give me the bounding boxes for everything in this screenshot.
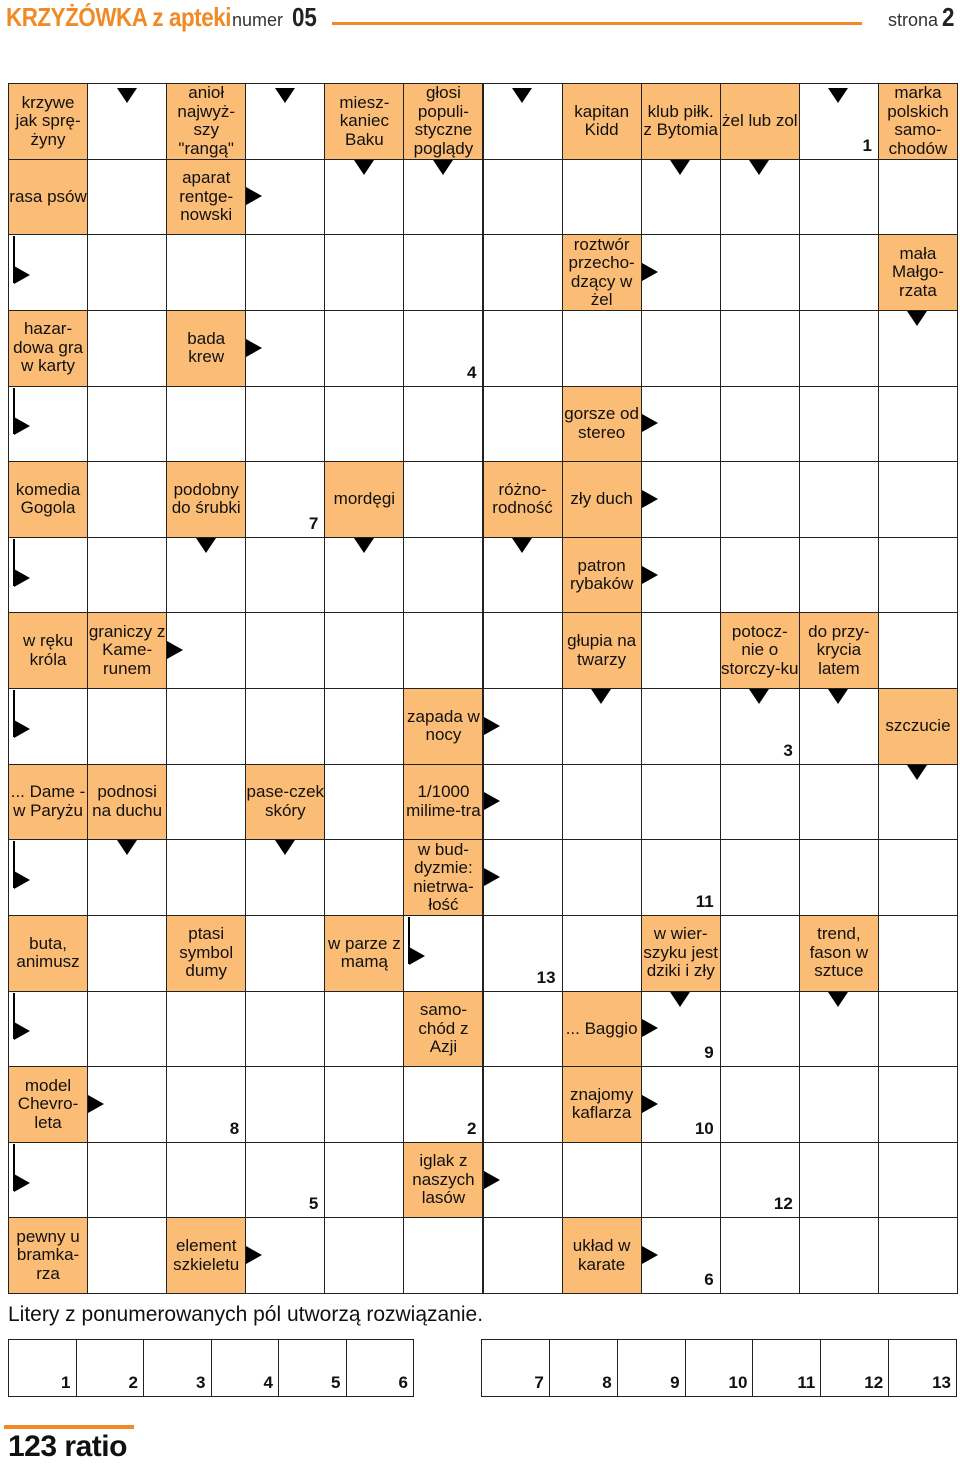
answer-cell[interactable] [87,461,167,538]
clue-text: zapada w nocy [407,706,480,745]
answer-cell[interactable] [245,688,325,765]
clue-text: hazar-dowa gra w karty [13,319,83,376]
solution-box-number: 4 [263,1373,273,1392]
answer-cell[interactable] [878,612,958,689]
brand-main: KRZYŻÓWKA [6,2,147,32]
solution-box-number: 13 [932,1373,952,1392]
issue-label: numer [232,10,284,30]
answer-cell[interactable] [720,915,800,992]
solution-box[interactable] [211,1340,279,1396]
solution-number: 9 [704,1043,714,1063]
page-number: 2 [942,2,955,32]
arrow-right-icon [484,792,500,810]
clue-cell [324,83,404,160]
clue-cell [166,159,246,236]
answer-cell[interactable] [878,537,958,614]
solution-box-number: 9 [670,1373,680,1392]
arrow-right-icon [14,1022,30,1040]
arrow-right-icon [642,566,658,584]
clue-text: 1/1000 milime-tra [406,782,481,820]
answer-cell[interactable] [245,537,325,614]
arrow-right-icon [14,871,30,889]
answer-cell[interactable] [324,234,404,311]
solution-number: 1 [862,135,872,155]
answer-cell[interactable] [720,234,800,311]
logo-bar [4,1425,134,1429]
answer-cell[interactable] [720,461,800,538]
answer-cell[interactable] [483,991,563,1068]
clue-cell [166,83,246,160]
arrow-down-icon [828,689,848,704]
answer-cell[interactable] [878,1066,958,1143]
answer-cell[interactable] [878,1142,958,1219]
solution-number: 6 [704,1270,714,1289]
solution-box[interactable] [482,1340,549,1396]
arrow-right-icon [642,1246,658,1264]
solution-number: 8 [229,1118,240,1138]
clue-text: w wier-szyku jest dziki i zły [643,924,719,981]
clue-text: podobny do śrubki [171,479,241,518]
answer-cell[interactable] [403,612,483,689]
solution-number: 10 [694,1118,714,1138]
answer-cell[interactable] [720,764,800,841]
solution-box[interactable] [9,1340,76,1396]
answer-cell[interactable] [799,537,879,614]
clue-cell [8,83,88,160]
arrow-down-icon [907,765,927,780]
arrow-right-icon [14,1174,30,1192]
answer-cell[interactable] [483,386,563,463]
solution-box-number: 2 [128,1373,138,1392]
clue-text: zły duch [570,489,633,509]
clue-text: samo-chód z Azji [418,1000,469,1057]
clue-cell [562,234,642,311]
answer-cell[interactable] [403,537,483,614]
arrow-down-icon [670,992,690,1007]
clue-cell [562,537,642,614]
answer-cell[interactable] [562,310,642,387]
clue-text: iglak z naszych lasów [412,1151,475,1208]
solution-number: 13 [536,967,556,987]
clue-cell [403,688,483,765]
answer-cell[interactable] [641,1142,721,1219]
answer-cell[interactable] [245,1142,325,1219]
arrow-right-icon [642,1095,658,1113]
solution-box[interactable] [752,1340,820,1396]
clue-text: do przy-krycia latem [808,621,870,678]
clue-text: potocz-nie o storczy-ku [721,621,799,678]
clue-text: roztwór przecho-dzący w żel [568,234,635,310]
answer-cell[interactable] [87,159,167,236]
clue-text: żel lub zol [721,111,798,131]
answer-cell[interactable] [878,386,958,463]
solution-box-number: 11 [797,1373,816,1392]
answer-cell[interactable] [483,310,563,387]
answer-cell[interactable] [641,612,721,689]
clue-cell [403,991,483,1068]
clue-text: głupia na twarzy [567,631,637,669]
clue-text: szczucie [885,716,951,736]
answer-cell[interactable] [799,1066,879,1143]
answer-cell[interactable] [245,991,325,1068]
solution-box[interactable] [549,1340,617,1396]
answer-cell[interactable] [87,991,167,1068]
answer-cell[interactable] [166,234,246,311]
arrow-down-icon [907,311,927,326]
solution-box-number: 1 [61,1373,71,1392]
arrow-right-icon [246,339,262,357]
clue-cell [720,612,800,689]
clue-text: kapitan Kidd [574,101,630,140]
solution-number: 3 [783,740,793,760]
arrow-right-icon [88,1095,104,1113]
clue-text: znajomy kaflarza [569,1084,634,1123]
solution-box[interactable] [888,1340,956,1396]
clue-cell [878,83,958,160]
clue-text: element szkieletu [173,1236,240,1274]
clue-cell [562,1217,642,1294]
answer-cell[interactable] [245,915,325,992]
clue-cell [562,1066,642,1143]
arrow-down-icon [512,538,532,553]
solution-number: 11 [695,891,714,911]
arrow-right-icon [14,569,30,587]
solution-box[interactable] [278,1340,346,1396]
arrow-right-icon [642,414,658,432]
answer-cell[interactable] [562,839,642,916]
answer-cell[interactable] [799,310,879,387]
clue-text: ... Dame - w Paryżu [10,782,86,820]
clue-text: model Chevro-leta [17,1075,79,1132]
clue-cell [403,764,483,841]
clue-text: w bud-dyzmie: nietrwa-łość [413,839,474,915]
answer-cell[interactable] [720,386,800,463]
arrow-down-icon [354,160,374,175]
answer-cell[interactable] [720,310,800,387]
arrow-right-icon [642,263,658,281]
clue-cell [245,764,325,841]
answer-cell[interactable] [483,1066,563,1143]
answer-cell[interactable] [720,1142,800,1219]
answer-cell[interactable] [403,1066,483,1143]
answer-cell[interactable] [324,839,404,916]
clue-cell [166,461,246,538]
answer-cell[interactable] [483,915,563,992]
answer-cell[interactable] [483,612,563,689]
clue-cell [324,461,404,538]
answer-cell[interactable] [403,1217,483,1294]
arrow-down-icon [117,840,137,855]
answer-cell[interactable] [87,234,167,311]
clue-cell [562,386,642,463]
answer-cell[interactable] [878,839,958,916]
arrow-right-icon [14,417,30,435]
publisher-logo: 123 ratio [8,1430,127,1463]
clue-text: klub piłk. z Bytomia [643,101,719,140]
arrow-right-icon [14,720,30,738]
solution-box[interactable] [346,1340,414,1396]
clue-text: aparat rentge-nowski [179,168,234,225]
answer-cell[interactable] [720,1217,800,1294]
crossword-grid [8,83,957,1293]
clue-text: układ w karate [572,1236,631,1274]
clue-cell [562,991,642,1068]
answer-cell[interactable] [87,537,167,614]
arrow-right-icon [484,868,500,886]
arrow-right-icon [246,1246,262,1264]
clue-text: graniczy z Kame-runem [88,621,166,678]
answer-cell[interactable] [403,310,483,387]
solution-number: 12 [773,1194,793,1214]
brand-sub: z apteki [152,2,231,32]
clue-cell [8,1217,88,1294]
solution-number: 7 [308,513,319,533]
answer-cell[interactable] [324,1142,404,1219]
clue-text: mała Małgo-rzata [891,243,944,300]
solution-boxes-group-2 [481,1339,957,1397]
answer-cell[interactable] [87,1217,167,1294]
arrow-down-icon [433,160,453,175]
clue-cell [166,1217,246,1294]
answer-cell[interactable] [87,310,167,387]
arrow-right-icon [484,717,500,735]
clue-text: różno-rodność [492,479,553,518]
answer-cell[interactable] [799,234,879,311]
arrow-down-icon [196,538,216,553]
answer-cell[interactable] [87,688,167,765]
clue-text: gorsze od stereo [564,404,639,442]
answer-cell[interactable] [641,310,721,387]
arrow-down-icon [670,160,690,175]
clue-cell [8,461,88,538]
answer-cell[interactable] [799,764,879,841]
answer-cell[interactable] [166,764,246,841]
arrow-down-icon [828,88,848,103]
clue-text: patron rybaków [569,555,634,594]
answer-cell[interactable] [245,461,325,538]
clue-text: pewny u bramka-rza [16,1226,80,1283]
answer-cell[interactable] [324,764,404,841]
clue-text: rasa psów [9,186,87,206]
clue-cell [8,159,88,236]
clue-text: mordęgi [333,489,396,509]
clue-cell [641,915,721,992]
answer-cell[interactable] [799,386,879,463]
solution-note: Litery z ponumerowanych pól utworzą rozwiązanie. [8,1303,484,1326]
arrow-right-icon [409,947,425,965]
clue-cell [483,461,563,538]
brand-title [6,2,231,33]
answer-cell[interactable] [87,915,167,992]
answer-cell[interactable] [720,991,800,1068]
solution-box-number: 3 [196,1373,206,1392]
arrow-down-icon [591,689,611,704]
clue-cell [8,612,88,689]
clue-text: marka polskich samo-chodów [887,83,949,158]
clue-cell [403,83,483,160]
solution-box-number: 10 [728,1373,748,1392]
answer-cell[interactable] [799,1217,879,1294]
clue-cell [562,83,642,160]
answer-cell[interactable] [245,1066,325,1143]
arrow-right-icon [484,1171,500,1189]
answer-cell[interactable] [403,234,483,311]
answer-cell[interactable] [166,386,246,463]
clue-cell [720,83,800,160]
solution-number: 4 [467,362,477,382]
answer-cell[interactable] [878,1217,958,1294]
clue-text: buta, animusz [16,933,80,972]
clue-cell [8,915,88,992]
answer-cell[interactable] [324,1066,404,1143]
arrow-down-icon [275,88,295,103]
solution-box[interactable] [685,1340,753,1396]
arrow-down-icon [512,88,532,103]
answer-cell[interactable] [878,991,958,1068]
header-divider [332,22,862,25]
clue-text: podnosi na duchu [92,782,163,820]
solution-box-number: 6 [398,1373,408,1392]
clue-text: krzywe jak sprę-żyny [15,92,81,149]
answer-cell[interactable] [720,839,800,916]
answer-cell[interactable] [166,1142,246,1219]
solution-box-number: 12 [864,1373,884,1392]
arrow-right-icon [167,641,183,659]
arrow-right-icon [246,187,262,205]
answer-cell[interactable] [641,839,721,916]
answer-cell[interactable] [245,612,325,689]
solution-number: 2 [467,1118,477,1138]
clue-cell [562,461,642,538]
answer-cell[interactable] [720,537,800,614]
clue-cell [562,612,642,689]
answer-cell[interactable] [799,1142,879,1219]
arrow-right-icon [642,490,658,508]
arrow-down-icon [828,992,848,1007]
solution-box[interactable] [76,1340,144,1396]
answer-cell[interactable] [166,1066,246,1143]
arrow-down-icon [749,160,769,175]
clue-text: głosi populi-styczne poglądy [413,83,474,158]
clue-cell [878,688,958,765]
answer-cell[interactable] [324,991,404,1068]
answer-cell[interactable] [799,159,879,236]
answer-cell[interactable] [324,688,404,765]
answer-cell[interactable] [166,688,246,765]
answer-cell[interactable] [720,1066,800,1143]
clue-cell [324,915,404,992]
answer-cell[interactable] [403,386,483,463]
answer-cell[interactable] [878,915,958,992]
clue-cell [403,839,483,916]
answer-cell[interactable] [562,915,642,992]
answer-cell[interactable] [641,688,721,765]
clue-cell [878,234,958,311]
solution-box-number: 7 [534,1373,544,1392]
arrow-down-icon [354,538,374,553]
arrow-down-icon [117,88,137,103]
solution-box[interactable] [617,1340,685,1396]
answer-cell[interactable] [166,991,246,1068]
clue-text: w ręku króla [23,631,74,669]
answer-cell[interactable] [324,386,404,463]
issue-number: 05 [292,2,317,32]
clue-cell [166,310,246,387]
answer-cell[interactable] [403,461,483,538]
solution-box-number: 8 [602,1373,612,1392]
answer-cell[interactable] [483,1217,563,1294]
answer-cell[interactable] [483,159,563,236]
answer-cell[interactable] [799,839,879,916]
clue-cell [87,612,167,689]
clue-cell [87,764,167,841]
clue-text: trend, fason w sztuce [809,924,869,981]
solution-box-number: 5 [331,1373,341,1392]
answer-cell[interactable] [799,461,879,538]
arrow-right-icon [14,266,30,284]
solution-box[interactable] [143,1340,211,1396]
answer-cell[interactable] [483,234,563,311]
page-label: strona [888,10,939,30]
clue-text: ptasi symbol dumy [179,924,234,981]
clue-text: anioł najwyż-szy "rangą" [177,83,235,158]
clue-cell [8,764,88,841]
answer-cell[interactable] [324,612,404,689]
clue-cell [799,915,879,992]
clue-text: bada krew [187,328,226,367]
answer-cell[interactable] [878,461,958,538]
answer-cell[interactable] [562,764,642,841]
clue-text: ... Baggio [565,1018,638,1038]
arrow-down-icon [749,689,769,704]
answer-cell[interactable] [562,1142,642,1219]
solution-number: 5 [308,1194,319,1214]
answer-cell[interactable] [166,839,246,916]
answer-cell[interactable] [562,159,642,236]
clue-cell [799,612,879,689]
arrow-down-icon [275,840,295,855]
answer-cell[interactable] [324,310,404,387]
answer-cell[interactable] [324,1217,404,1294]
answer-cell[interactable] [245,234,325,311]
answer-cell[interactable] [245,386,325,463]
clue-cell [403,1142,483,1219]
clue-text: pase-czek skóry [246,782,325,820]
clue-text: miesz-kaniec Baku [339,92,390,149]
answer-cell[interactable] [87,1142,167,1219]
solution-box[interactable] [820,1340,888,1396]
clue-text: w parze z mamą [327,933,401,972]
clue-text: komedia Gogola [15,479,81,518]
solution-boxes-group-1 [8,1339,414,1397]
answer-cell[interactable] [641,764,721,841]
answer-cell[interactable] [878,159,958,236]
clue-cell [8,310,88,387]
clue-cell [166,915,246,992]
answer-cell[interactable] [87,386,167,463]
clue-cell [8,1066,88,1143]
arrow-right-icon [642,1019,658,1037]
clue-cell [641,83,721,160]
